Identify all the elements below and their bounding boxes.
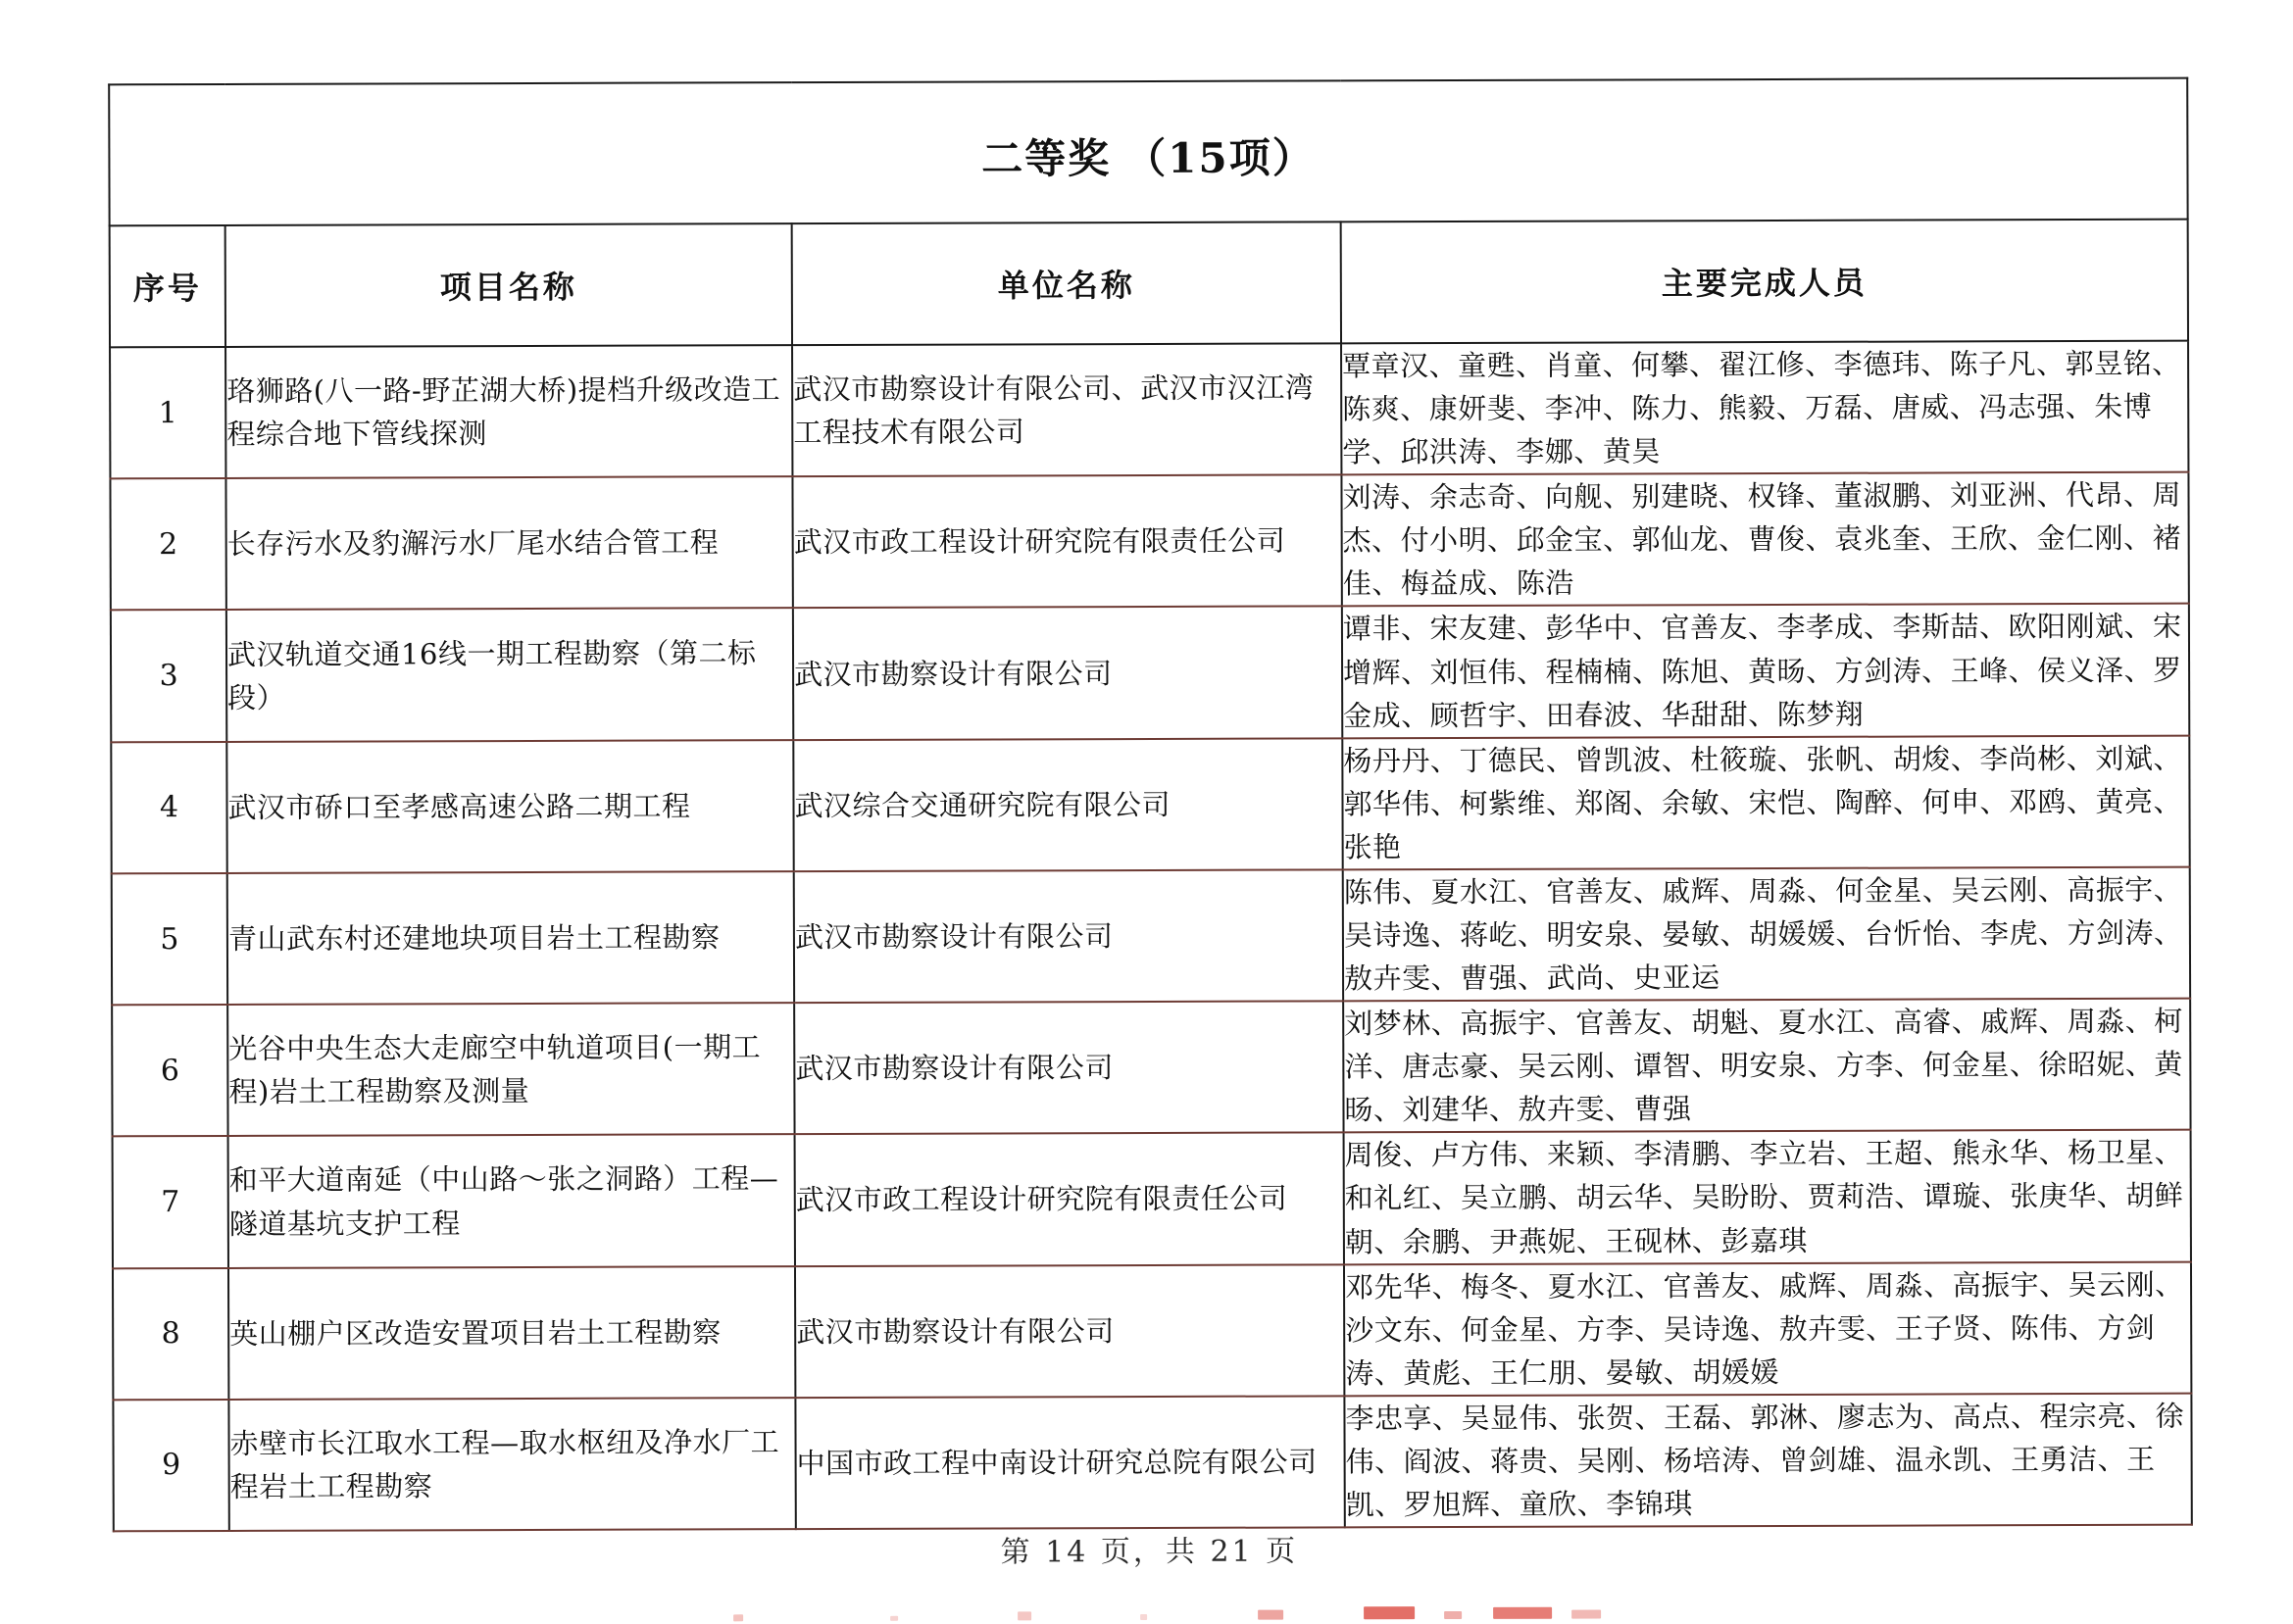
table-row xyxy=(113,1261,2191,1400)
row-index: 8 xyxy=(113,1268,228,1401)
table-row xyxy=(112,867,2190,1006)
row-index: 7 xyxy=(113,1136,228,1268)
row-staff-list: 谭非、宋友建、彭华中、官善友、李孝成、李斯喆、欧阳刚斌、宋增辉、刘恒伟、程楠楠、陈旭、黄旸、方剑涛、王峰、侯义泽、罗金成、顾哲宇、田春波、华甜甜、陈梦翔 xyxy=(1342,604,2189,738)
table-title-row xyxy=(109,78,2187,226)
row-unit-name: 武汉市勘察设计有限公司、武汉市汉江湾工程技术有限公司 xyxy=(792,343,1341,476)
table-row xyxy=(113,1394,2191,1532)
table-row xyxy=(113,1130,2191,1268)
row-unit-name: 武汉综合交通研究院有限公司 xyxy=(793,738,1342,871)
row-staff-list: 周俊、卢方伟、来颖、李清鹏、李立岩、王超、熊永华、杨卫星、和礼红、吴立鹏、胡云华、吴盼盼、贾莉浩、谭璇、张庚华、胡鲜朝、余鹏、尹燕妮、王砚林、彭嘉琪 xyxy=(1344,1130,2191,1264)
row-index: 3 xyxy=(111,610,226,742)
row-staff-list: 刘涛、余志奇、向舰、别建晓、权锋、董淑鹏、刘亚洲、代昂、周杰、付小明、邱金宝、郭仙龙、曹俊、袁兆奎、王欣、金仁刚、褚佳、梅益成、陈浩 xyxy=(1341,472,2188,607)
row-staff-list: 覃章汉、童甦、肖童、何攀、翟江修、李德玮、陈子凡、郭昱铭、陈爽、康妍斐、李冲、陈力、熊毅、万磊、唐威、冯志强、朱博学、邱洪涛、李娜、黄昊 xyxy=(1341,341,2188,475)
column-header-unit: 单位名称 xyxy=(792,221,1341,345)
row-index: 1 xyxy=(110,347,225,479)
row-index: 9 xyxy=(113,1400,228,1532)
column-header-project: 项目名称 xyxy=(225,223,792,347)
section-title-cell xyxy=(109,78,2187,226)
row-unit-name: 武汉市勘察设计有限公司 xyxy=(793,607,1342,740)
row-project-name: 英山棚户区改造安置项目岩土工程勘察 xyxy=(228,1266,795,1400)
table-header-row xyxy=(110,220,2188,348)
table-row xyxy=(111,735,2189,873)
section-title: 二等奖 xyxy=(981,134,1112,183)
award-table-container xyxy=(108,77,2191,1533)
row-unit-name: 武汉市勘察设计有限公司 xyxy=(794,869,1343,1003)
row-project-name: 赤壁市长江取水工程—取水枢纽及净水厂工程岩土工程勘察 xyxy=(228,1398,795,1531)
row-project-name: 长存污水及豹澥污水厂尾水结合管工程 xyxy=(225,476,792,610)
section-count: （15项） xyxy=(1124,133,1316,183)
row-staff-list: 陈伟、夏水江、官善友、戚辉、周淼、何金星、吴云刚、高振宇、吴诗逸、蒋屹、明安泉、晏敏、胡媛媛、台忻怡、李虎、方剑涛、敖卉雯、曹强、武尚、史亚运 xyxy=(1343,867,2190,1002)
row-staff-list: 刘梦林、高振宇、官善友、胡魁、夏水江、高睿、戚辉、周淼、柯洋、唐志豪、吴云刚、谭智、明安泉、方李、何金星、徐昭妮、黄旸、刘建华、敖卉雯、曹强 xyxy=(1343,999,2190,1133)
row-index: 5 xyxy=(112,873,227,1006)
row-project-name: 光谷中央生态大走廊空中轨道项目(一期工程)岩土工程勘察及测量 xyxy=(227,1003,794,1136)
scan-artifact-marks xyxy=(3,1592,2293,1623)
row-unit-name: 武汉市政工程设计研究院有限责任公司 xyxy=(795,1133,1344,1266)
row-unit-name: 武汉市政工程设计研究院有限责任公司 xyxy=(792,475,1341,609)
table-row xyxy=(110,472,2188,611)
row-index: 2 xyxy=(110,478,225,611)
row-index: 6 xyxy=(112,1005,227,1137)
table-row xyxy=(110,341,2188,479)
row-staff-list: 李忠享、吴显伟、张贺、王磊、郭淋、廖志为、高点、程宗亮、徐伟、阎波、蒋贵、吴刚、杨培涛、曾剑雄、温永凯、王勇洁、王凯、罗旭辉、童欣、李锦琪 xyxy=(1344,1394,2191,1528)
row-project-name: 武汉市硚口至孝感高速公路二期工程 xyxy=(226,740,793,873)
row-project-name: 珞狮路(八一路-野芷湖大桥)提档升级改造工程综合地下管线探测 xyxy=(225,345,792,478)
row-unit-name: 中国市政工程中南设计研究总院有限公司 xyxy=(795,1396,1344,1529)
row-staff-list: 杨丹丹、丁德民、曾凯波、杜筱璇、张帆、胡焌、李尚彬、刘斌、郭华伟、柯紫维、郑阁、余敏、宋恺、陶醉、何申、邓鸥、黄亮、张艳 xyxy=(1342,735,2189,869)
award-table xyxy=(108,77,2193,1533)
row-project-name: 青山武东村还建地块项目岩土工程勘察 xyxy=(227,871,794,1005)
page-footer: 第 14 页，共 21 页 xyxy=(1000,1534,1299,1570)
table-row xyxy=(112,999,2190,1137)
row-project-name: 和平大道南延（中山路～张之洞路）工程—隧道基坑支护工程 xyxy=(228,1135,795,1268)
row-unit-name: 武汉市勘察设计有限公司 xyxy=(794,1002,1343,1135)
table-row xyxy=(111,604,2189,742)
column-header-staff: 主要完成人员 xyxy=(1341,220,2188,344)
row-unit-name: 武汉市勘察设计有限公司 xyxy=(795,1264,1344,1398)
row-index: 4 xyxy=(111,742,226,874)
row-staff-list: 邓先华、梅冬、夏水江、官善友、戚辉、周淼、高振宇、吴云刚、沙文东、何金星、方李、吴诗逸、敖卉雯、王子贤、陈伟、方剑涛、黄彪、王仁朋、晏敏、胡媛媛 xyxy=(1344,1261,2191,1396)
row-project-name: 武汉轨道交通16线一期工程勘察（第二标段） xyxy=(226,609,793,742)
column-header-index: 序号 xyxy=(110,225,225,347)
